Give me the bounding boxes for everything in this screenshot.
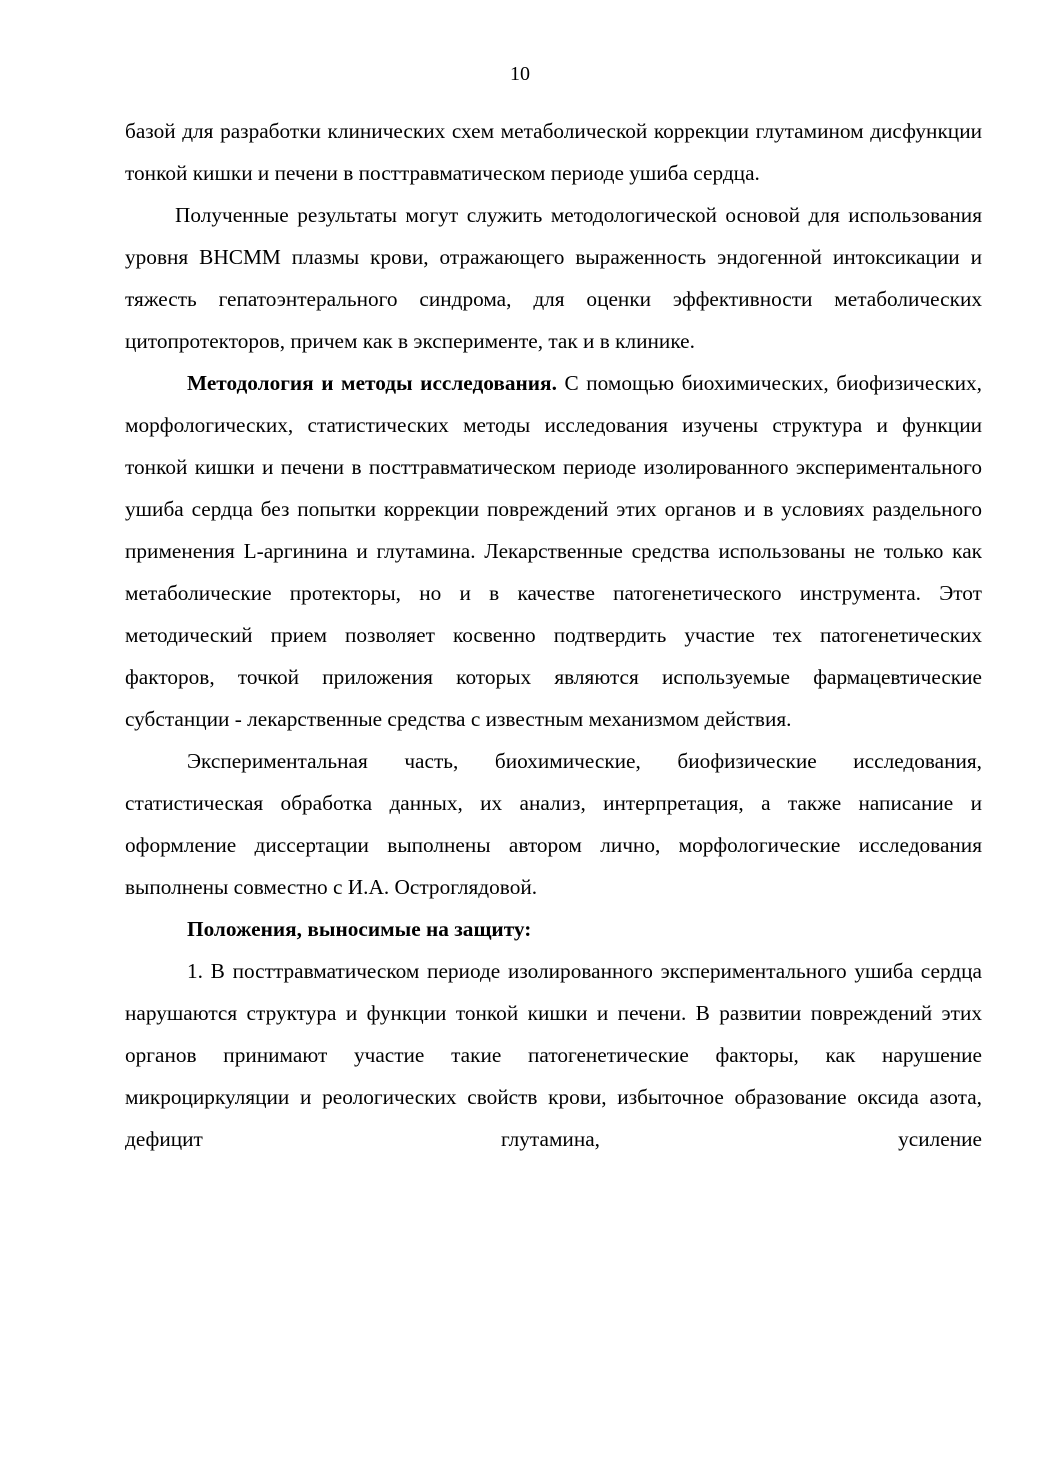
methodology-heading: Методология и методы исследования. [187, 371, 557, 395]
defense-provisions-title: Положения, выносимые на защиту: [187, 917, 532, 941]
paragraph-results: Полученные результаты могут служить методологической основой для использования уровня ВНСММ плазмы крови, отражающего выраженность эндогенной интоксикации и тяжесть гепатоэнтерального синдрома, для оценки эффективности метаболических цитопротекторов, причем как в эксперименте, так и в клинике. [125, 203, 982, 353]
paragraph-methodology [125, 362, 982, 740]
paragraph-author-contribution: Экспериментальная часть, биохимические, биофизические исследования, статистическая обработка данных, их анализ, интерпретация, а также написание и оформление диссертации выполнены автором лично, морфологические исследования выполнены совместно с И.А. Остроглядовой. [125, 749, 982, 899]
document-body [125, 110, 982, 1160]
methodology-text: С помощью биохимических, биофизических, морфологических, статистических методы исследования изучены структура и функции тонкой кишки и печени в посттравматическом периоде изолированного экспериментального ушиба сердца без попытки коррекции повреждений этих органов и в условиях раздельного применения L-аргинина и глутамина. Лекарственные средства использованы не только как метаболические протекторы, но и в качестве патогенетического инструмента. Этот методический прием позволяет косвенно подтвердить участие тех патогенетических факторов, точкой приложения которых являются используемые фармацевтические субстанции - лекарственные средства с известным механизмом действия. [125, 371, 982, 731]
provision-1: 1. В посттравматическом периоде изолированного экспериментального ушиба сердца нарушаются структура и функции тонкой кишки и печени. В развитии повреждений этих органов принимают участие такие патогенетические факторы, как нарушение микроциркуляции и реологических свойств крови, избыточное образование оксида азота, дефицит глутамина, усиление [125, 959, 982, 1151]
defense-provisions-heading [125, 908, 982, 950]
page-number: 10 [510, 63, 530, 85]
paragraph-continuation: базой для разработки клинических схем метаболической коррекции глутамином дисфункции тонкой кишки и печени в посттравматическом периоде ушиба сердца. [125, 119, 982, 185]
